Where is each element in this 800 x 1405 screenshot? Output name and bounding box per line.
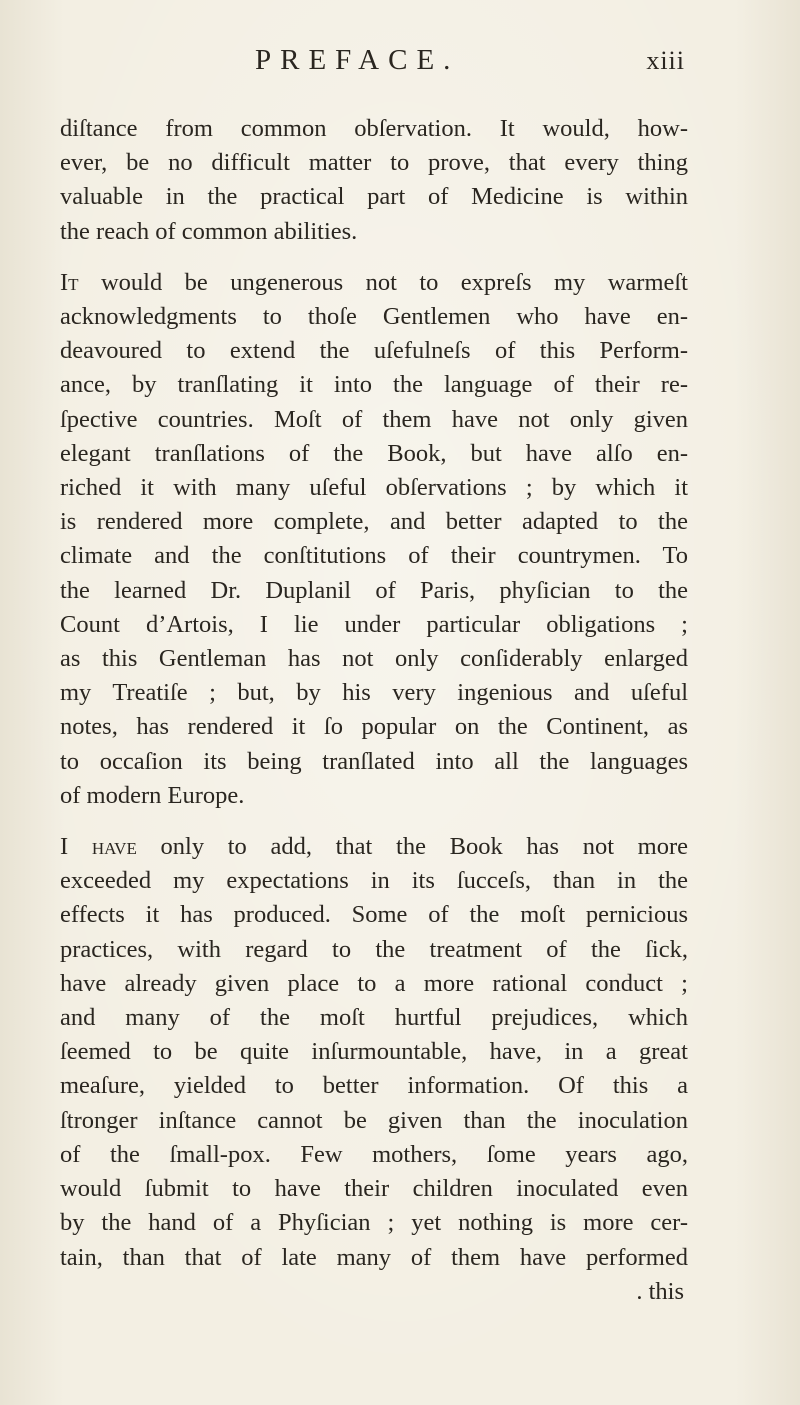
paragraph-1 [60, 112, 688, 249]
text-line: would ſubmit to have their children inoculated even [60, 1175, 688, 1203]
text-line: exceeded my expectations in its ſucceſs, than in the [60, 867, 688, 895]
text-line: to occaſion its being tranſlated into all the languages [60, 747, 688, 775]
text-line: acknowledgments to thoſe Gentlemen who have en- [60, 303, 688, 331]
text-line: diſtance from common obſervation. It would, how- [60, 115, 688, 142]
text-line: as this Gentleman has not only conſiderably enlarged [60, 645, 688, 673]
text-line: ance, by tranſlating it into the language of their re- [60, 371, 688, 399]
text-line: ſtronger inſtance cannot be given than the inoculation [60, 1106, 688, 1134]
text-line-rest: would be ungenerous not to expreſs my warmeſt [78, 268, 688, 296]
text-line: ever, be no difficult matter to prove, that every thing [60, 149, 688, 177]
text-line: effects it has produced. Some of the moſt pernicious [60, 901, 688, 929]
text-line: of modern Europe. [60, 781, 245, 809]
text-line: by the hand of a Phyſician ; yet nothing is more cer- [60, 1209, 688, 1237]
text-line: Count d’Artois, I lie under particular obligations ; [60, 610, 688, 638]
paragraph-2 [60, 266, 688, 813]
running-head: PREFACE. [255, 44, 460, 76]
page-header [255, 44, 685, 84]
text-line: and many of the moſt hurtful prejudices, which [60, 1004, 688, 1032]
text-line: have already given place to a more rational conduct ; [60, 969, 688, 997]
text-line-rest: only to add, that the Book has not more [136, 833, 688, 861]
text-line: meaſure, yielded to better information. Of this a [60, 1072, 688, 1100]
text-line: climate and the conſtitutions of their countrymen. To [60, 542, 688, 570]
text-line [60, 830, 688, 864]
text-line: valuable in the practical part of Medicine is within [60, 183, 688, 211]
body-text [60, 112, 688, 1309]
text-line: the learned Dr. Duplanil of Paris, phyſician to the [60, 576, 688, 604]
text-line: deavoured to extend the uſefulneſs of this Perform- [60, 337, 688, 365]
text-line [60, 266, 688, 300]
text-line: ſpective countries. Moſt of them have not only given [60, 405, 688, 433]
text-line: of the ſmall-pox. Few mothers, ſome years ago, [60, 1140, 688, 1168]
paragraph-lead-word: It [60, 268, 79, 296]
paragraph-lead-word: I have [60, 833, 137, 861]
text-line: ſeemed to be quite inſurmountable, have, in a great [60, 1038, 688, 1066]
text-line: practices, with regard to the treatment of the ſick, [60, 935, 688, 963]
text-line: the reach of common abilities. [60, 217, 358, 245]
text-line: is rendered more complete, and better adapted to the [60, 508, 688, 536]
text-line: riched it with many uſeful obſervations ; by which it [60, 474, 688, 502]
catchword: . this [636, 1277, 684, 1305]
text-line: notes, has rendered it ſo popular on the Continent, as [60, 713, 688, 741]
page-number: xiii [646, 46, 685, 75]
text-line: my Treatiſe ; but, by his very ingenious and uſeful [60, 679, 688, 707]
text-line: tain, than that of late many of them have performed [60, 1243, 688, 1271]
paragraph-3 [60, 830, 688, 1309]
text-line: elegant tranſlations of the Book, but have alſo en- [60, 439, 688, 467]
